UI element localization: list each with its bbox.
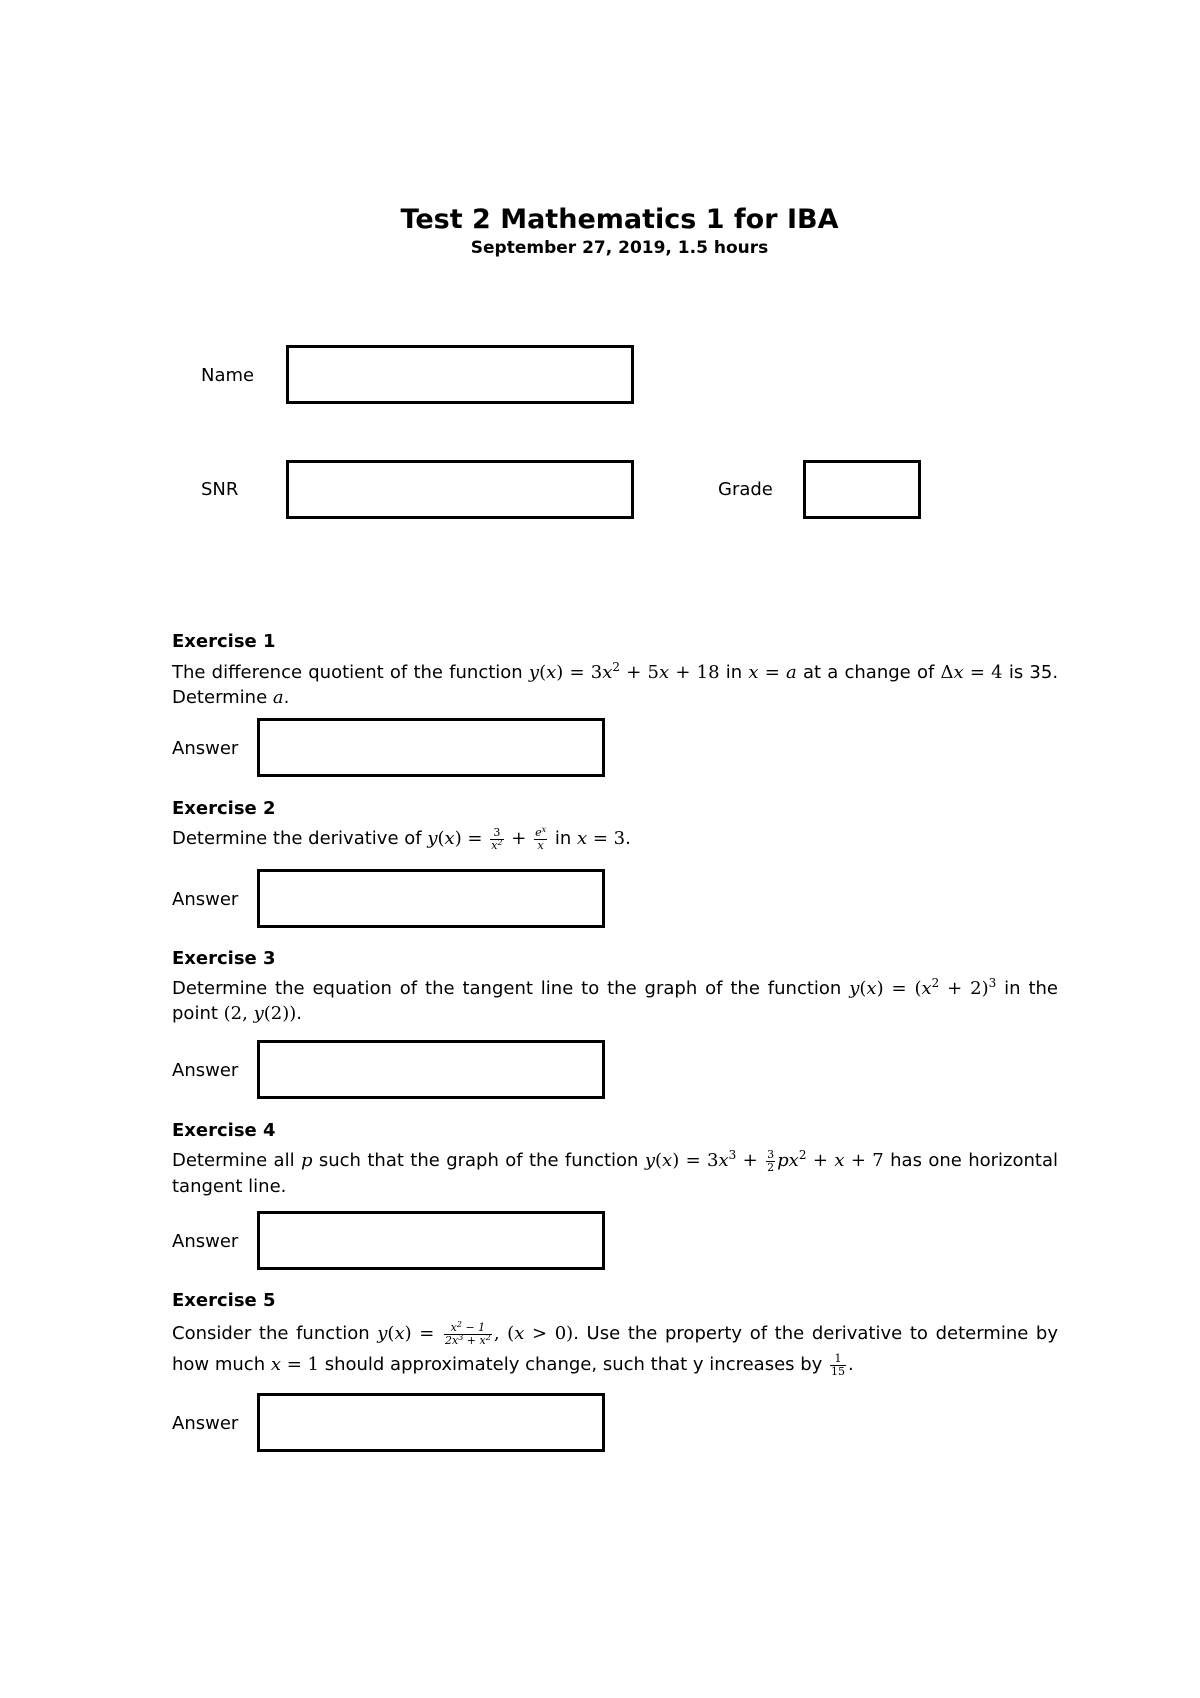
exercise-4-answer-field[interactable]	[257, 1211, 605, 1270]
exercise-2-title: Exercise 2	[172, 798, 276, 819]
exercise-3-title: Exercise 3	[172, 948, 276, 969]
grade-label: Grade	[718, 479, 773, 500]
exercise-5-answer-label: Answer	[172, 1413, 239, 1434]
exercise-1-answer-field[interactable]	[257, 718, 605, 777]
snr-label: SNR	[201, 479, 239, 500]
page-title: Test 2 Mathematics 1 for IBA	[400, 204, 839, 235]
exercise-1-answer-label: Answer	[172, 738, 239, 759]
exercise-4-answer-label: Answer	[172, 1231, 239, 1252]
exercise-3-answer-field[interactable]	[257, 1040, 605, 1099]
exercise-3-answer-label: Answer	[172, 1060, 239, 1081]
exercise-1-title: Exercise 1	[172, 631, 276, 652]
name-label: Name	[201, 365, 255, 386]
exercise-2-answer-label: Answer	[172, 889, 239, 910]
exercise-3-text: Determine the equation of the tangent line to the graph of the function $y(x) = (x^2 + 2)^3$ in the point (2, y(2)).	[172, 976, 1058, 1024]
name-field[interactable]	[286, 345, 634, 404]
exercise-5-title: Exercise 5	[172, 1290, 276, 1311]
exercise-1-text: The difference quotient of the function $y(x) = 3x^2 + 5x + 18$ in x = a at a change of Δx = 4 is 35. Determine a.	[172, 660, 1059, 708]
exercise-4-text: Determine all p such that the graph of the function $y(x) = 3x^3$ + $\frac{3}{2}$ $px^2 + x + 7$ has one horizontal tangent line.	[172, 1147, 1058, 1197]
exercise-2-text: Determine the derivative of y(x) = $\frac{3}{x^2}$ + $\frac{e^x}{x}$ in x = 3.	[172, 824, 631, 852]
exercise-4-title: Exercise 4	[172, 1120, 276, 1141]
snr-field[interactable]	[286, 460, 634, 519]
page-subtitle: September 27, 2019, 1.5 hours	[470, 238, 769, 258]
exercise-2-answer-field[interactable]	[257, 869, 605, 928]
exercise-5-answer-field[interactable]	[257, 1393, 605, 1452]
exercise-5-text: Consider the function y(x) = $\frac{x^2 - 1}{2x^3 + x^2}$ , (x > 0). Use the property of the derivative to determine by how much x = 1 should approximately change, such that y increases by $\frac{1}{15}$ .	[172, 1319, 1059, 1378]
grade-field[interactable]	[803, 460, 921, 519]
